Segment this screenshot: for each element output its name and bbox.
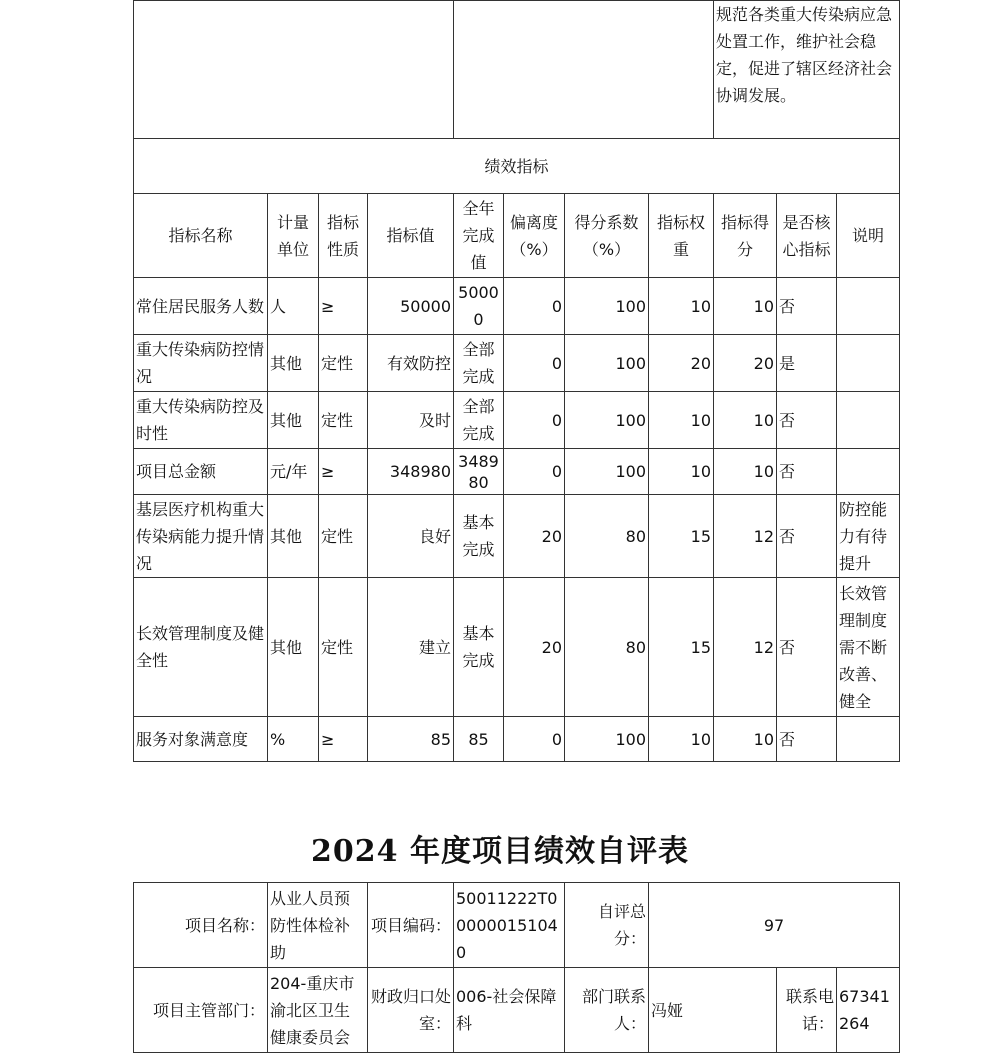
indicator-actual: 全部完成: [454, 392, 504, 449]
finance-value: 006-社会保障科: [454, 968, 565, 1053]
project-info-table: [133, 882, 900, 1053]
indicator-nature: 定性: [319, 578, 368, 717]
indicator-deviation: 0: [504, 449, 565, 495]
indicator-score: 10: [714, 392, 777, 449]
indicator-unit: 元/年: [268, 449, 319, 495]
indicator-actual: 348980: [454, 449, 504, 495]
self-score-value: 97: [649, 883, 900, 968]
indicator-note: 防控能力有待提升: [837, 495, 900, 578]
indicator-core: 否: [777, 495, 837, 578]
indicator-deviation: 0: [504, 717, 565, 762]
indicator-target: 有效防控: [368, 335, 454, 392]
indicator-core: 否: [777, 449, 837, 495]
indicator-unit: 其他: [268, 335, 319, 392]
indicator-score: 10: [714, 278, 777, 335]
table-row: [134, 578, 900, 717]
performance-indicator-table: [133, 0, 900, 762]
project-code-label: 项目编码：: [368, 883, 454, 968]
indicator-nature: ≥: [319, 717, 368, 762]
indicator-actual: 基本完成: [454, 578, 504, 717]
empty-cell: [454, 1, 714, 139]
form-row: [134, 968, 900, 1053]
indicator-actual: 基本完成: [454, 495, 504, 578]
indicator-target: 348980: [368, 449, 454, 495]
indicator-note: [837, 449, 900, 495]
indicator-name: 长效管理制度及健全性: [134, 578, 268, 717]
indicator-note: [837, 278, 900, 335]
indicator-core: 否: [777, 717, 837, 762]
col-header-actual: 全年完成值: [454, 194, 504, 278]
summary-text: 规范各类重大传染病应急处置工作，维护社会稳定，促进了辖区经济社会协调发展。: [714, 1, 900, 139]
indicator-unit: 人: [268, 278, 319, 335]
indicator-name: 常住居民服务人数: [134, 278, 268, 335]
indicator-core: 否: [777, 278, 837, 335]
indicator-weight: 15: [649, 495, 714, 578]
phone-value: 67341264: [837, 968, 900, 1053]
indicator-nature: 定性: [319, 335, 368, 392]
empty-cell: [134, 1, 454, 139]
table-row: [134, 392, 900, 449]
indicator-deviation: 0: [504, 392, 565, 449]
indicator-score: 12: [714, 495, 777, 578]
form-row: [134, 883, 900, 968]
contact-value: 冯娅: [649, 968, 777, 1053]
indicator-unit: 其他: [268, 495, 319, 578]
indicator-note: [837, 392, 900, 449]
indicator-note: [837, 717, 900, 762]
table-row: [134, 495, 900, 578]
indicator-note: [837, 335, 900, 392]
indicator-nature: ≥: [319, 278, 368, 335]
col-header-name: 指标名称: [134, 194, 268, 278]
phone-label: 联系电话：: [777, 968, 837, 1053]
indicator-name: 服务对象满意度: [134, 717, 268, 762]
indicator-unit: 其他: [268, 578, 319, 717]
project-name-value: 从业人员预防性体检补助: [268, 883, 368, 968]
indicator-target: 良好: [368, 495, 454, 578]
summary-row: [134, 1, 900, 139]
indicator-target: 85: [368, 717, 454, 762]
indicator-deviation: 20: [504, 578, 565, 717]
indicator-actual: 全部完成: [454, 335, 504, 392]
indicator-score: 10: [714, 717, 777, 762]
indicator-weight: 10: [649, 717, 714, 762]
indicator-nature: 定性: [319, 495, 368, 578]
indicator-coef: 80: [565, 578, 649, 717]
indicator-name: 基层医疗机构重大传染病能力提升情况: [134, 495, 268, 578]
dept-label: 项目主管部门：: [134, 968, 268, 1053]
indicator-target: 及时: [368, 392, 454, 449]
indicator-score: 10: [714, 449, 777, 495]
indicator-note: 长效管理制度需不断改善、健全: [837, 578, 900, 717]
indicator-deviation: 0: [504, 278, 565, 335]
indicator-core: 是: [777, 335, 837, 392]
self-score-label: 自评总分：: [565, 883, 649, 968]
indicator-core: 否: [777, 392, 837, 449]
indicator-score: 12: [714, 578, 777, 717]
col-header-weight: 指标权重: [649, 194, 714, 278]
table-header-row: [134, 194, 900, 278]
indicator-coef: 100: [565, 335, 649, 392]
indicator-unit: %: [268, 717, 319, 762]
project-name-label: 项目名称：: [134, 883, 268, 968]
indicator-weight: 20: [649, 335, 714, 392]
indicator-name: 项目总金额: [134, 449, 268, 495]
indicator-name: 重大传染病防控情况: [134, 335, 268, 392]
col-header-unit: 计量单位: [268, 194, 319, 278]
table-row: [134, 449, 900, 495]
indicator-deviation: 20: [504, 495, 565, 578]
indicator-nature: 定性: [319, 392, 368, 449]
indicator-coef: 100: [565, 392, 649, 449]
indicator-weight: 10: [649, 278, 714, 335]
indicator-core: 否: [777, 578, 837, 717]
document-title: 2024 年度项目绩效自评表: [311, 834, 689, 869]
indicator-unit: 其他: [268, 392, 319, 449]
indicator-weight: 10: [649, 449, 714, 495]
col-header-score: 指标得分: [714, 194, 777, 278]
col-header-core: 是否核心指标: [777, 194, 837, 278]
indicator-coef: 80: [565, 495, 649, 578]
indicator-target: 建立: [368, 578, 454, 717]
dept-value: 204-重庆市渝北区卫生健康委员会: [268, 968, 368, 1053]
table-row: [134, 335, 900, 392]
table-row: [134, 717, 900, 762]
indicator-name: 重大传染病防控及时性: [134, 392, 268, 449]
project-code-value: 50011222T000000151040: [454, 883, 565, 968]
indicator-weight: 10: [649, 392, 714, 449]
indicator-nature: ≥: [319, 449, 368, 495]
indicator-coef: 100: [565, 449, 649, 495]
col-header-target: 指标值: [368, 194, 454, 278]
finance-label: 财政归口处室：: [368, 968, 454, 1053]
indicator-deviation: 0: [504, 335, 565, 392]
contact-label: 部门联系人：: [565, 968, 649, 1053]
table-row: [134, 278, 900, 335]
section-header: 绩效指标: [134, 139, 900, 194]
col-header-nature: 指标性质: [319, 194, 368, 278]
col-header-note: 说明: [837, 194, 900, 278]
indicator-coef: 100: [565, 717, 649, 762]
indicator-score: 20: [714, 335, 777, 392]
indicator-coef: 100: [565, 278, 649, 335]
indicator-actual: 50000: [454, 278, 504, 335]
indicator-target: 50000: [368, 278, 454, 335]
col-header-deviation: 偏离度（%）: [504, 194, 565, 278]
col-header-coef: 得分系数（%）: [565, 194, 649, 278]
indicator-actual: 85: [454, 717, 504, 762]
indicator-weight: 15: [649, 578, 714, 717]
